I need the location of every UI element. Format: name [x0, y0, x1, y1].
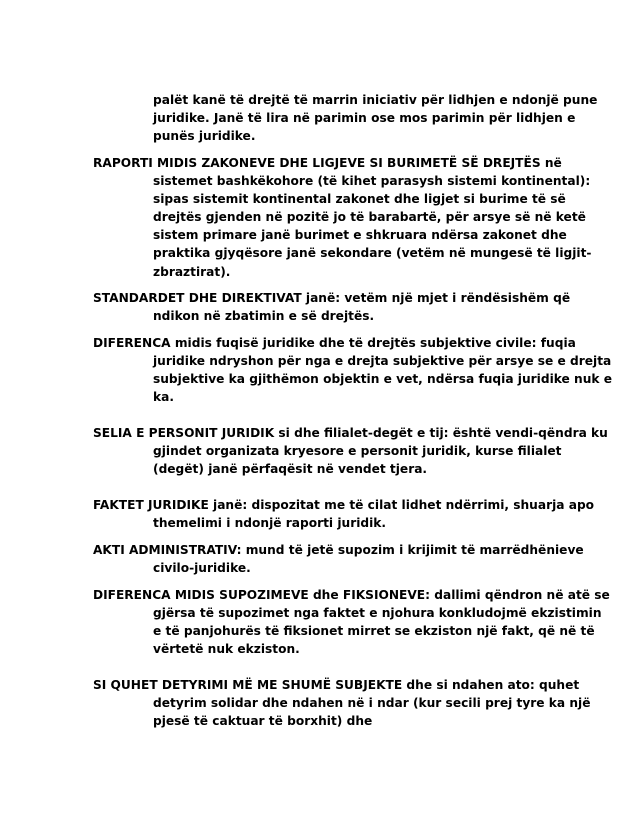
paragraph-text: si dhe filialet-degët e tij: është vendi-qëndra ku gjindet organizata kryesore e personit juridik, kurse filialet (degët) janë përfaqësit në vendet tjera. [153, 426, 608, 477]
paragraph-text: janë: vetëm një mjet i rëndësishëm që ndikon në zbatimin e së drejtës. [153, 291, 571, 324]
paragraph-term: SELIA E PERSONIT JURIDIK [93, 426, 275, 440]
paragraph-raporti [93, 154, 613, 281]
paragraph-diferenca [93, 334, 613, 406]
paragraph-akti [93, 541, 613, 577]
paragraph-selia [93, 424, 613, 478]
paragraph-term: SI QUHET DETYRIMI MË ME SHUMË SUBJEKTE [93, 678, 403, 692]
paragraph-text: : mund të jetë supozim i krijimit të marrëdhënieve civilo-juridike. [153, 543, 584, 576]
paragraph-term: STANDARDET DHE DIREKTIVAT [93, 291, 302, 305]
paragraph-text: në sistemet bashkëkohore (të kihet parasysh sistemi kontinental): sipas sistemit kontinental zakonet dhe ligjet si burime të së drejtës gjenden në pozitë jo të barabartë, për arsye së në ketë sistem primare janë burimet e shkruara ndërsa zakonet dhe praktika gjyqësore janë sekondare (vetëm në mungesë të ligjit-zbraztirat). [153, 156, 592, 279]
paragraph-term: AKTI ADMINISTRATIV [93, 543, 237, 557]
paragraph-term: DIFERENCA MIDIS SUPOZIMEVE [93, 588, 309, 602]
paragraph-text: dhe FIKSIONEVE: dallimi qëndron në atë se gjërsa të supozimet nga faktet e njohura konkludojmë ekzistimin e të panjohurës të fiksionet mirret se ekziston një fakt, që në të vërtetë nuk ekziston. [153, 588, 610, 657]
paragraph-faktet [93, 496, 613, 532]
paragraph-text: janë: dispozitat me të cilat lidhet ndërrimi, shuarja apo themelimi i ndonjë raporti juridik. [153, 498, 595, 531]
paragraph-term: DIFERENCA [93, 336, 171, 350]
paragraph-text: palët kanë të drejtë të marrin iniciativ për lidhjen e ndonjë pune juridike. Janë të lira në parimin ose mos parimin për lidhjen e punës juridike. [153, 93, 598, 144]
paragraph-detyrimi [93, 676, 613, 730]
paragraph-text: dhe si ndahen ato: quhet detyrim solidar dhe ndahen në i ndar (kur secili prej tyre ka një pjesë të caktuar të borxhit) dhe [153, 678, 591, 729]
paragraph-text: midis fuqisë juridike dhe të drejtës subjektive civile: fuqia juridike ndryshon për nga e drejta subjektive për arsye se e drejta subjektive ka gjithëmon objektin e vet, ndërsa fuqia juridike nuk e ka. [153, 336, 613, 405]
paragraph-continuation [93, 91, 613, 145]
paragraph-standardet [93, 289, 613, 325]
paragraph-supozimet [93, 586, 613, 658]
paragraph-term: RAPORTI MIDIS ZAKONEVE DHE LIGJEVE SI BURIMETË SË DREJTËS [93, 156, 541, 170]
paragraph-term: FAKTET JURIDIKE [93, 498, 209, 512]
